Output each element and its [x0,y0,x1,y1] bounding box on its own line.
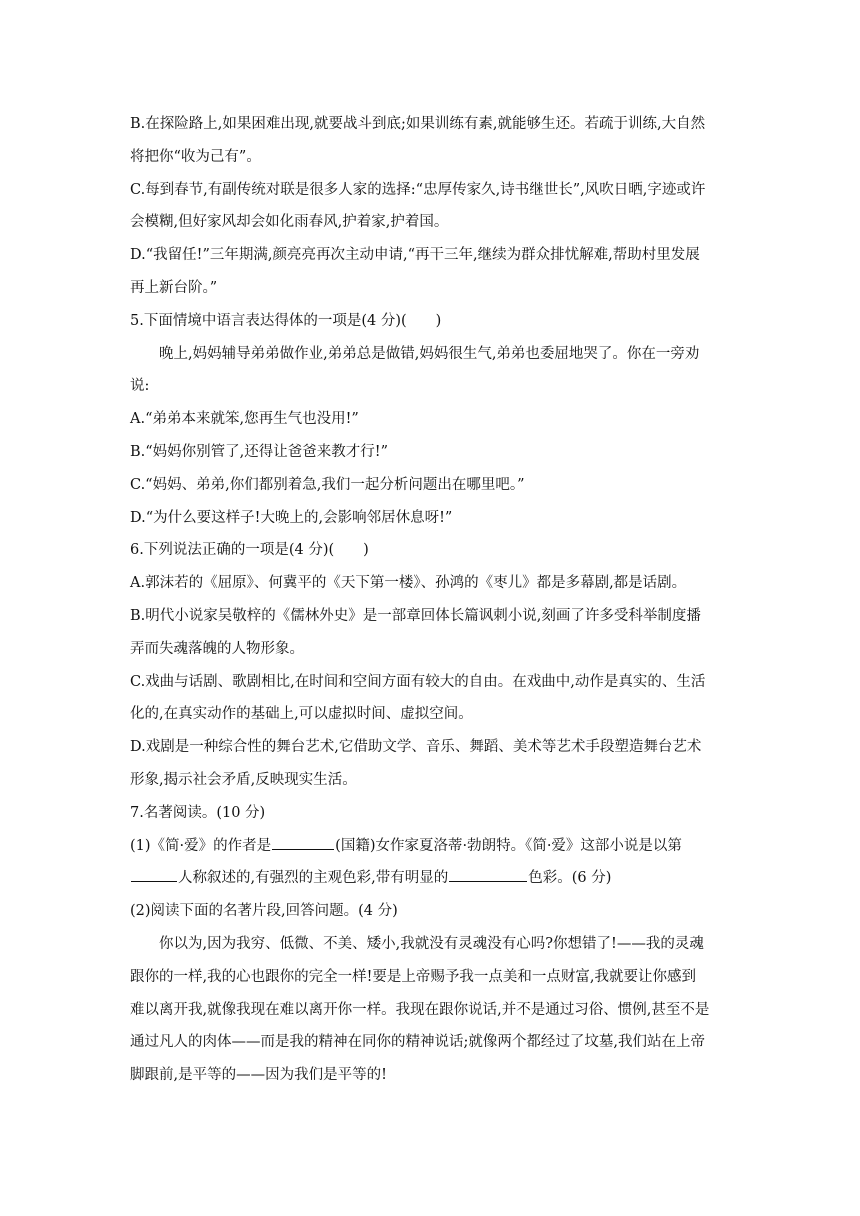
passage-line4: 通过凡人的肉体——而是我的精神在同你的精神说话;就像两个都经过了坟墓,我们站在上帝 [130,1034,705,1051]
q5-context-line2: 说: [130,378,150,395]
q7-title: 7.名著阅读。(10 分) [130,804,266,821]
q6-option-a: A.郭沫若的《屈原》、何冀平的《天下第一楼》、孙鸿的《枣儿》都是多幕剧,都是话剧。 [130,575,687,592]
passage-line3: 难以离开我,就像我现在难以离开你一样。我现在跟你说话,并不是通过习俗、惯例,甚至不是 [130,1001,710,1018]
q6-option-c-line2: 化的,在真实动作的基础上,可以虚拟时间、虚拟空间。 [130,706,473,723]
q7-part1-line1 [130,830,730,863]
q4-option-d-line2: 再上新台阶。” [130,279,218,296]
q4-option-c-line2: 会模糊,但好家风却会如化雨春风,护着家,护着国。 [130,214,449,231]
nationality-blank[interactable] [272,835,334,850]
q5-option-d: D.“为什么要这样子!大晚上的,会影响邻居休息呀!” [130,509,453,526]
q6-option-d-line2: 形象,揭示社会矛盾,反映现实生活。 [130,771,357,788]
q7-part2-title: (2)阅读下面的名著片段,回答问题。(4 分) [130,903,398,920]
q6-option-d-line1: D.戏剧是一种综合性的舞台艺术,它借助文学、音乐、舞蹈、美术等艺术手段塑造舞台艺术 [130,739,702,756]
q5-option-b: B.“妈妈你别管了,还得让爸爸来教才行!” [130,443,389,460]
q7-part1-text-c: 人称叙述的,有强烈的主观色彩,带有明显的 [178,870,449,887]
exam-page [130,108,730,1092]
q7-part1-line2 [130,862,730,895]
q7-part1-text-d: 色彩。(6 分) [528,870,612,887]
passage-line2: 跟你的一样,我的心也跟你的完全一样!要是上帝赐予我一点美和一点财富,我就要让你感到 [130,968,697,985]
q4-option-d-line1: D.“我留任!”三年期满,颜亮亮再次主动申请,“再干三年,继续为群众排忧解难,帮助村里发展 [130,247,700,264]
q5-option-a: A.“弟弟本来就笨,您再生气也没用!” [130,411,359,428]
q6-title: 6.下列说法正确的一项是(4 分)( ) [130,542,369,559]
q4-option-c-line1: C.每到春节,有副传统对联是很多人家的选择:“忠厚传家久,诗书继世长”,风吹日晒,字迹或许 [130,181,706,198]
style-blank[interactable] [449,867,527,882]
q5-title: 5.下面情境中语言表达得体的一项是(4 分)( ) [130,312,442,329]
q7-part1-text-b: (国籍)女作家夏洛蒂·勃朗特。《简·爱》这部小说是以第 [335,837,682,854]
q6-option-b-line2: 弄而失魂落魄的人物形象。 [130,640,304,657]
passage-line5: 脚跟前,是平等的——因为我们是平等的! [130,1067,387,1084]
passage-line1: 你以为,因为我穷、低微、不美、矮小,我就没有灵魂没有心吗?你想错了!——我的灵魂 [159,935,704,952]
q4-option-b-line2: 将把你“收为己有”。 [130,148,261,165]
q5-option-c: C.“妈妈、弟弟,你们都别着急,我们一起分析问题出在哪里吧。” [130,476,525,493]
q6-option-c-line1: C.戏曲与话剧、歌剧相比,在时间和空间方面有较大的自由。在戏曲中,动作是真实的、生活 [130,673,706,690]
q7-part1-text-a: (1)《简·爱》的作者是 [130,837,272,854]
q6-option-b-line1: B.明代小说家吴敬梓的《儒林外史》是一部章回体长篇讽刺小说,刻画了许多受科举制度播 [130,607,701,624]
q5-context-line1: 晚上,妈妈辅导弟弟做作业,弟弟总是做错,妈妈很生气,弟弟也委屈地哭了。你在一旁劝 [159,345,700,362]
person-blank[interactable] [131,867,177,882]
q4-option-b-line1: B.在探险路上,如果困难出现,就要战斗到底;如果训练有素,就能够生还。若疏于训练,大自然 [130,116,706,132]
